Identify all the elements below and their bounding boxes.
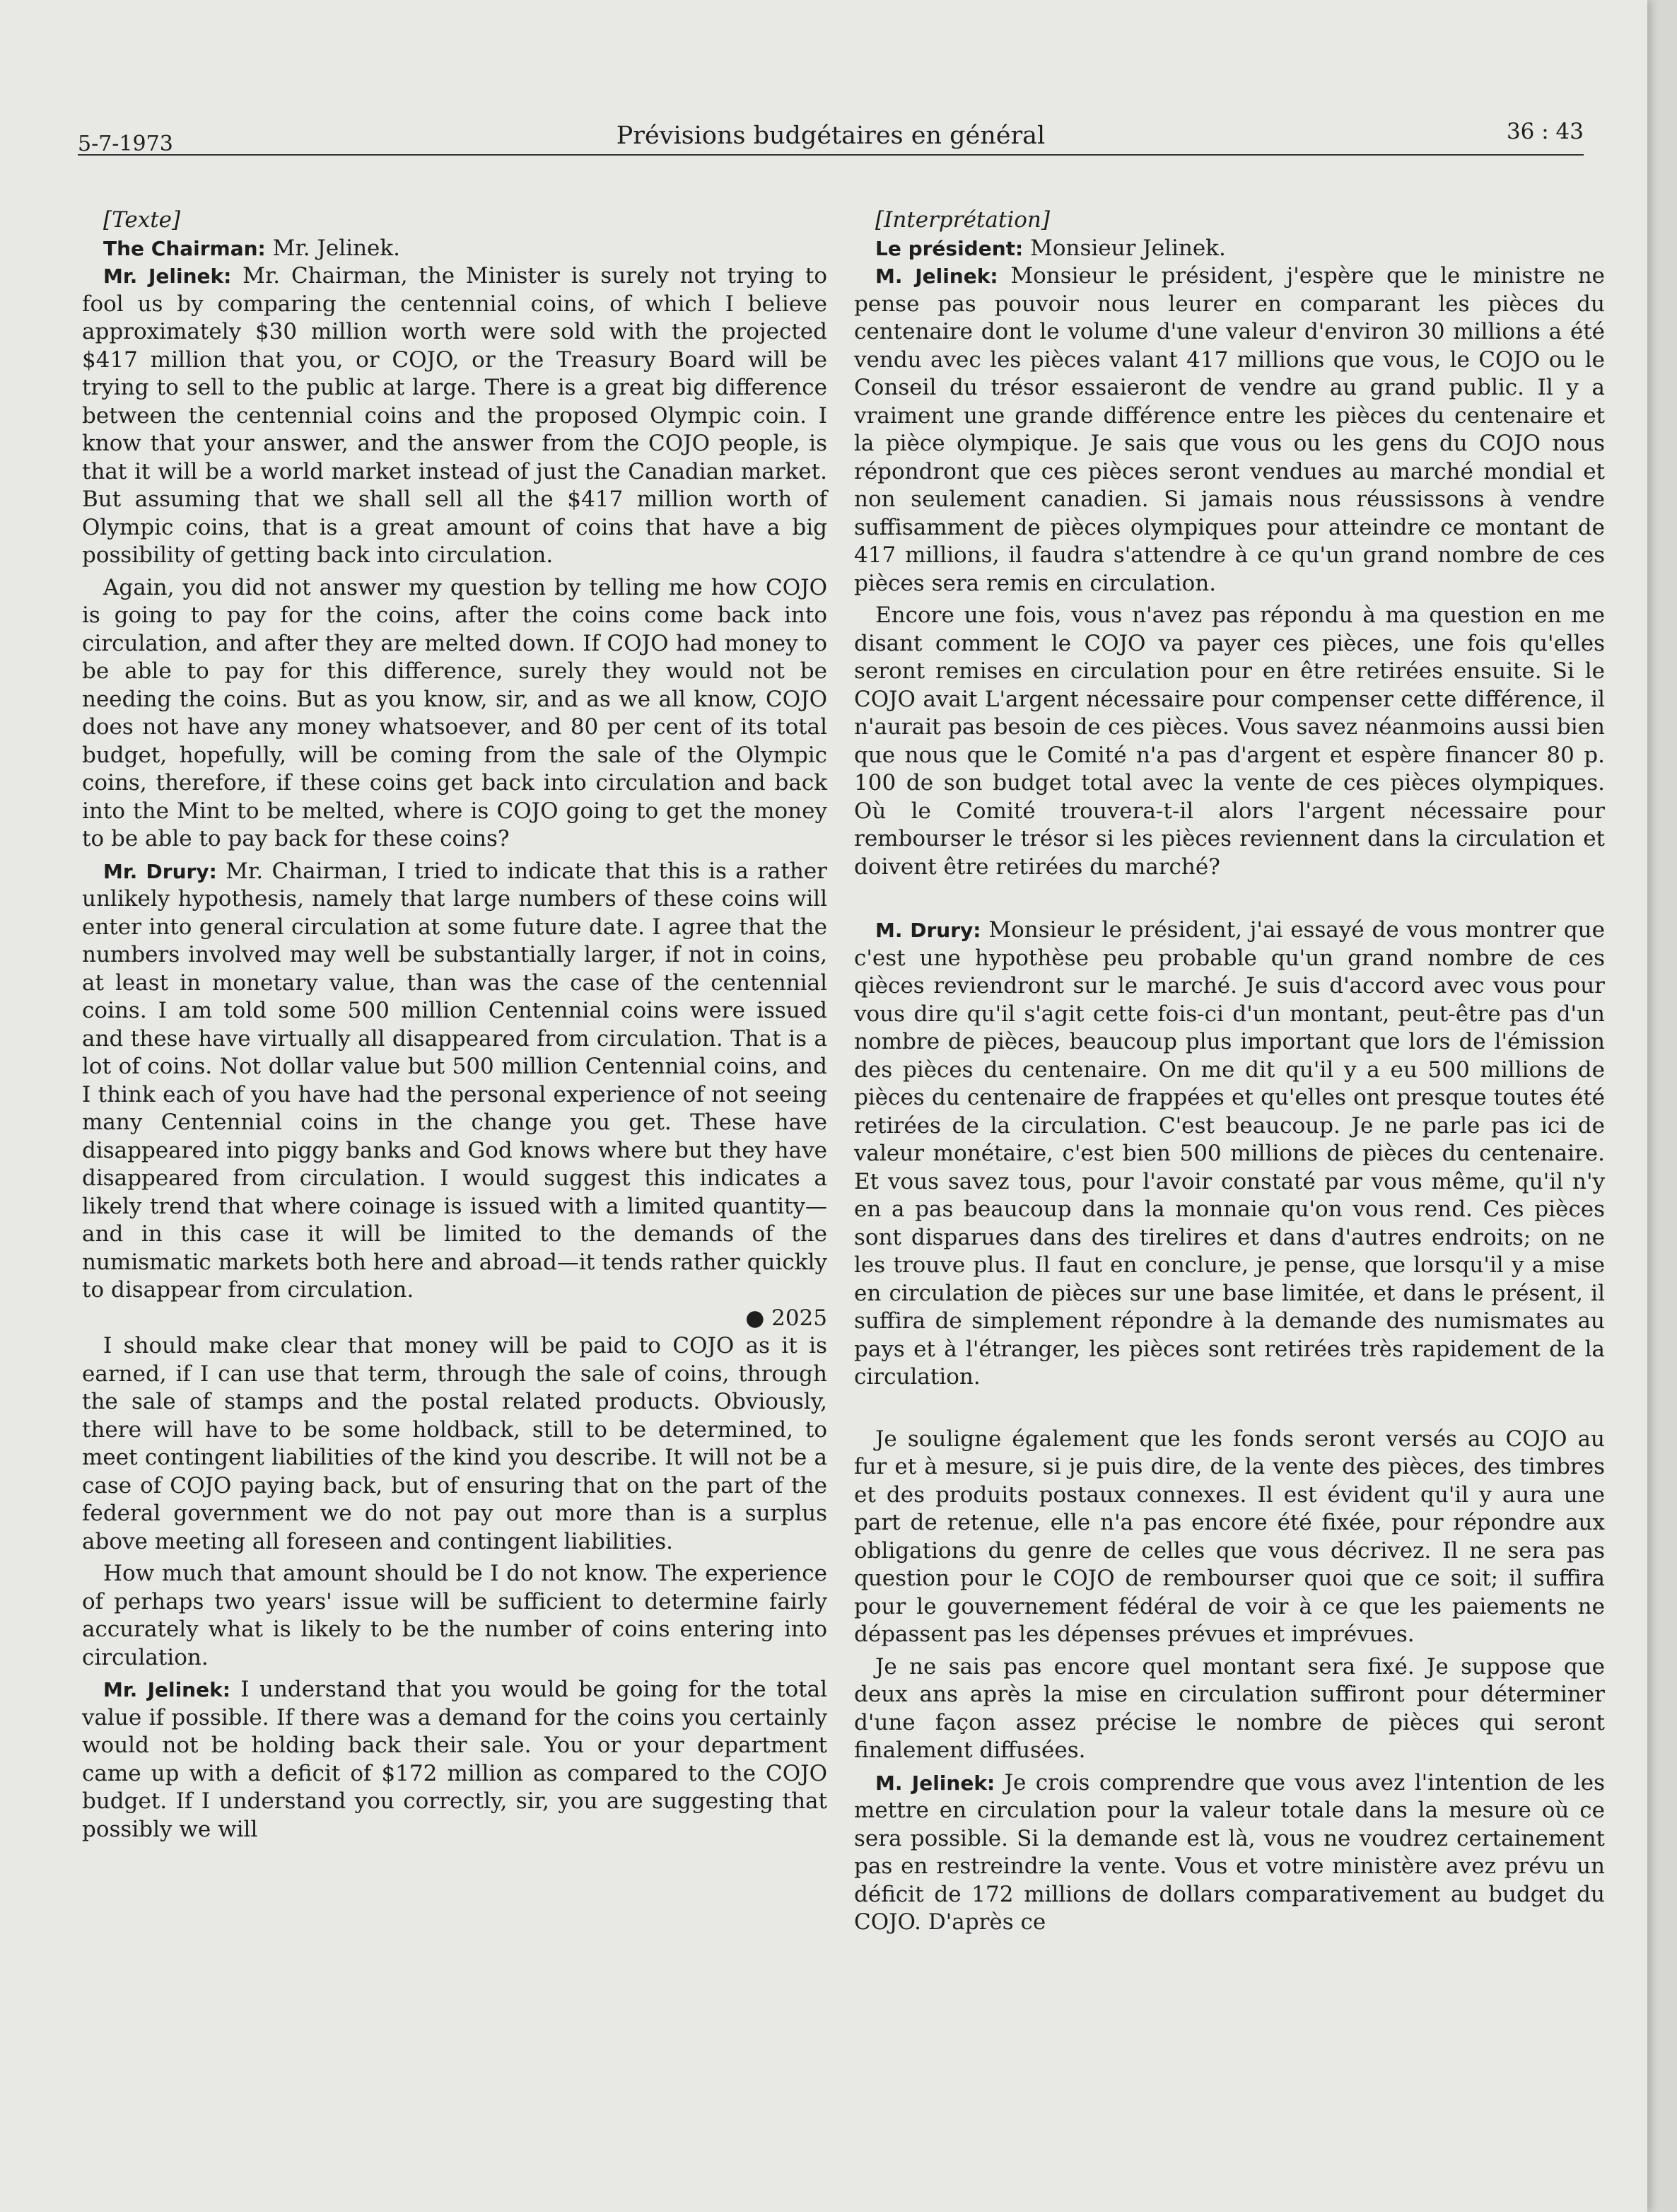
paragraph	[82, 1676, 827, 1844]
speech-text: Monsieur le président, j'espère que le ministre ne pense pas pouvoir nous leurer en comparant les pièces du centenaire dont le volume d'une valeur d'environ 30 millions a été vendu avec les pièces valant 417 millions que vous, le COJO ou le Conseil du trésor essaieront de vendre au grand public. Il y a vraiment une grande différence entre les pièces du centenaire et la pièce olympique. Je sais que vous ou les gens du COJO nous répondront que ces pièces seront vendues au marché mondial et non seulement canadien. Si jamais nous réussissons à vendre suffisamment de pièces olympiques pour atteindre ce montant de 417 millions, il faudra s'attendre à ce qu'un grand nombre de ces pièces sera remis en circulation.	[854, 263, 1606, 596]
header-title: Prévisions budgétaires en général	[616, 122, 1046, 150]
speech-text: Mr. Chairman, the Minister is surely not trying to fool us by comparing the centennial coins, of which I believe approximately $30 million worth were sold with the projected $417 million that you, or COJO, or the Treasury Board will be trying to sell to the public at large. There is a great big difference between the centennial coins and the proposed Olympic coin. I know that your answer, and the answer from the COJO people, is that it will be a world market instead of just the Canadian market. But assuming that we shall sell all the $417 million worth of Olympic coins, that is a great amount of coins that have a big possibility of getting back into circulation.	[82, 263, 827, 568]
english-column	[82, 206, 827, 1844]
paragraph	[854, 235, 1605, 263]
header-page-number: 36 : 43	[1506, 119, 1584, 144]
speech-text: I understand that you would be going for the total value if possible. If there was a demand for the coins you certainly would not be holding back their sale. You or your department came up with a deficit of $172 million as compared to the COJO budget. If I understand you correctly, sir, you are suggesting that possibly we will	[82, 1677, 827, 1842]
paragraph: Je souligne également que les fonds seront versés au COJO au fur et à mesure, si je puis dire, de la vente des pièces, des timbres et des produits postaux connexes. Il est évident qu'il y aura une part de retenue, elle n'a pas encore été fixée, pour répondre aux obligations du genre de celles que vous décrivez. Il ne sera pas question pour le COJO de rembourser quoi que ce soit; il suffira pour le gouvernement fédéral de voir à ce que les paiements ne dépassent pas les dépenses prévues et imprévues.	[854, 1426, 1605, 1647]
speaker-name: M. Jelinek:	[875, 264, 998, 288]
french-column	[854, 206, 1605, 1937]
speech-text: Mr. Jelinek.	[265, 235, 401, 261]
paragraph: Again, you did not answer my question by telling me how COJO is going to pay for the coins, after the coins come back into circulation, and after they are melted down. If COJO had money to be able to pay for this difference, surely they would not be needing the coins. But as you know, sir, and as we all know, COJO does not have any money whatsoever, and 80 per cent of its total budget, hopefully, will be coming from the sale of the Olympic coins, therefore, if these coins get back into circulation and back into the Mint to be melted, where is COJO going to get the money to be able to pay back for these coins?	[82, 574, 827, 851]
paragraph-gap	[854, 881, 1605, 916]
paragraph: Encore une fois, vous n'avez pas répondu à ma question en me disant comment le COJO va payer ces pièces, une fois qu'elles seront remises en circulation pour en être retirées ensuite. Si le COJO avait L'argent nécessaire pour compenser cette différence, il n'aurait pas besoin de ces pièces. Vous savez néanmoins aussi bien que nous que le Comité n'a pas d'argent et espère financer 80 p. 100 de son budget total avec la vente de ces pièces olympiques. Où le Comité trouvera-t-il alors l'argent nécessaire pour rembourser le trésor si les pièces reviennent dans la circulation et doivent être retirées du marché?	[854, 603, 1605, 880]
paragraph: Je ne sais pas encore quel montant sera fixé. Je suppose que deux ans après la mise en circulation suffiront pour déterminer d'une façon assez précise le nombre de pièces qui seront finalement diffusées.	[854, 1653, 1605, 1763]
paragraph	[854, 916, 1605, 1392]
speaker-name: M. Drury:	[875, 919, 981, 942]
speaker-name: The Chairman:	[103, 236, 266, 260]
speech-text: Je crois comprendre que vous avez l'intention de les mettre en circulation pour la valeur totale dans la mesure où ce sera possible. Si la demande est là, vous ne voudrez certainement pas en restreindre la vente. Vous et votre ministère avez prévu un déficit de 172 millions de dollars comparativement au budget du COJO. D'après ce	[854, 1769, 1606, 1935]
paragraph: I should make clear that money will be paid to COJO as it is earned, if I can use that term, through the sale of coins, through the sale of stamps and the postal related products. Obviously, there will have to be some holdback, still to be determined, to meet contingent liabilities of the kind you describe. It will not be a case of COJO paying back, but of ensuring that on the part of the federal government we do not pay out more than is a surplus above meeting all foreseen and contingent liabilities.	[82, 1333, 827, 1554]
page-header	[78, 119, 1584, 156]
paragraph: How much that amount should be I do not know. The experience of perhaps two years' issue will be sufficient to determine fairly accurately what is likely to be the number of coins entering into circulation.	[82, 1561, 827, 1670]
speaker-name: Mr. Jelinek:	[103, 1678, 230, 1701]
paragraph	[854, 262, 1605, 598]
paragraph	[82, 235, 827, 263]
paragraph	[854, 1769, 1605, 1937]
paragraph-gap	[854, 1392, 1605, 1426]
speaker-name: Mr. Drury:	[103, 859, 217, 883]
section-marker-texte: [Texte]	[103, 207, 181, 233]
speaker-name: Le président:	[875, 236, 1024, 260]
speaker-name: M. Jelinek:	[875, 1771, 995, 1795]
speech-text: Mr. Chairman, I tried to indicate that this is a rather unlikely hypothesis, namely that large numbers of these coins will enter into general circulation at some future date. I agree that the numbers involved may well be substantially larger, if not in coins, at least in monetary value, than was the case of the centennial coins. I am told some 500 million Centennial coins were issued and these have virtually all disappeared from circulation. That is a lot of coins. Not dollar value but 500 million Centennial coins, and I think each of you have had the personal experience of not seeing many Centennial coins in the change you get. These have disappeared into piggy banks and God knows where but they have disappeared from circulation. I would suggest this indicates a likely trend that where coinage is issued with a limited quantity—and in this case it will be limited to the demands of the numismatic markets both here and abroad—it tends rather quickly to disappear from circulation.	[82, 858, 827, 1303]
timestamp: ● 2025	[745, 1305, 827, 1331]
header-date: 5-7-1973	[78, 132, 173, 156]
section-marker-interpretation: [Interprétation]	[875, 207, 1050, 233]
speech-text: Monsieur le président, j'ai essayé de vous montrer que c'est une hypothèse peu probable qu'un grand nombre de ces qièces reviendront sur le marché. Je suis d'accord avec vous pour vous dire qu'il s'agit cette fois-ci d'un montant, peut-être pas d'un nombre de pièces, beaucoup plus important que lors de l'émission des pièces du centenaire. On me dit qu'il y a eu 500 millions de pièces du centenaire de frappées et qu'elles ont presque toutes été retirées de la circulation. C'est beaucoup. Je ne parle pas ici de valeur monétaire, c'est bien 500 millions de pièces du centenaire. Et vous savez tous, pour l'avoir constaté par vous même, qu'il n'y en a pas beaucoup dans la monnaie qu'on vous rend. Ces pièces sont disparues dans des tirelires et dans d'autres endroits; on ne les trouve plus. Il faut en conclure, je pense, que lorsqu'il y a mise en circulation de pièces sur une base limitée, et dans le présent, il suffira de simplement répondre à la demande des numismates au pays et à l'étranger, les pièces sont retirées très rapidement de la circulation.	[854, 917, 1605, 1390]
paragraph	[82, 262, 827, 570]
speech-text: Monsieur Jelinek.	[1023, 235, 1226, 261]
speaker-name: Mr. Jelinek:	[103, 264, 232, 288]
paragraph	[82, 858, 827, 1305]
